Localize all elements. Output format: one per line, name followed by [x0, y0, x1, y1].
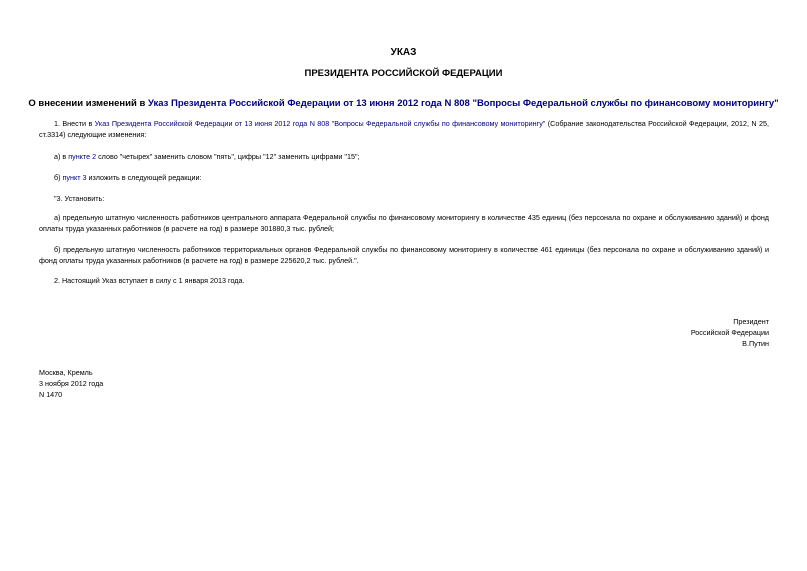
p3-suffix: изложить в следующей редакции:	[86, 173, 202, 182]
p3-clause-link[interactable]: пункт 3	[62, 173, 87, 182]
p1-suffix: (Собрание законодательства Российской Федерации, 2012, N 25, ст.3314) следующие изменения:	[39, 119, 769, 139]
p1-decree-link[interactable]: Указ Президента Российской Федерации от 13 июня 2012 года N 808 "Вопросы Федеральной службы по финансовому мониторингу"	[94, 119, 546, 128]
place-date: 3 ноября 2012 года	[39, 379, 104, 388]
paragraph-2	[39, 151, 769, 162]
place-location: Москва, Кремль	[39, 368, 93, 377]
p2-suffix: слово "четырех" заменить словом "пять", цифры "12" заменить цифрами "15";	[96, 152, 360, 161]
signature-position: Президент	[733, 317, 769, 326]
document-subtitle: ПРЕЗИДЕНТА РОССИЙСКОЙ ФЕДЕРАЦИИ	[304, 68, 503, 79]
signature-country: Российской Федерации	[690, 328, 769, 337]
paragraph-7: 2. Настоящий Указ вступает в силу с 1 января 2013 года.	[54, 276, 245, 285]
document-title: УКАЗ	[390, 47, 417, 58]
p2-clause-link[interactable]: пункте 2	[68, 152, 97, 161]
heading-prefix: О внесении изменений в	[28, 98, 148, 109]
place-number: N 1470	[39, 390, 63, 399]
paragraph-4: "3. Установить:	[54, 194, 105, 203]
p2-prefix: а) в	[54, 152, 69, 161]
place-date-block	[39, 367, 103, 400]
paragraph-1	[39, 118, 769, 140]
heading-decree-link[interactable]: Указ Президента Российской Федерации от 13 июня 2012 года N 808 "Вопросы Федеральной службы по финансовому мониторингу"	[147, 98, 779, 109]
paragraph-6: б) предельную штатную численность работников территориальных органов Федеральной службы по финансовому мониторингу в количестве 461 единицы (без персонала по охране и обслуживанию зданий) и фонд оплаты труда указанных работников (в расчете на год) в размере 225620,2 тыс. рублей.".	[39, 245, 769, 265]
p3-prefix: б)	[54, 173, 63, 182]
signature-block	[691, 316, 769, 349]
document-heading	[0, 98, 807, 109]
p1-prefix: 1. Внести в	[54, 119, 95, 128]
signature-name: В.Путин	[742, 339, 769, 348]
paragraph-3	[39, 172, 769, 183]
paragraph-5: а) предельную штатную численность работников центрального аппарата Федеральной службы по финансовому мониторингу в количестве 435 единиц (без персонала по охране и обслуживанию зданий) и фонд оплаты труда указанных работников (в расчете на год) в размере 301880,3 тыс. рублей;	[39, 213, 769, 233]
